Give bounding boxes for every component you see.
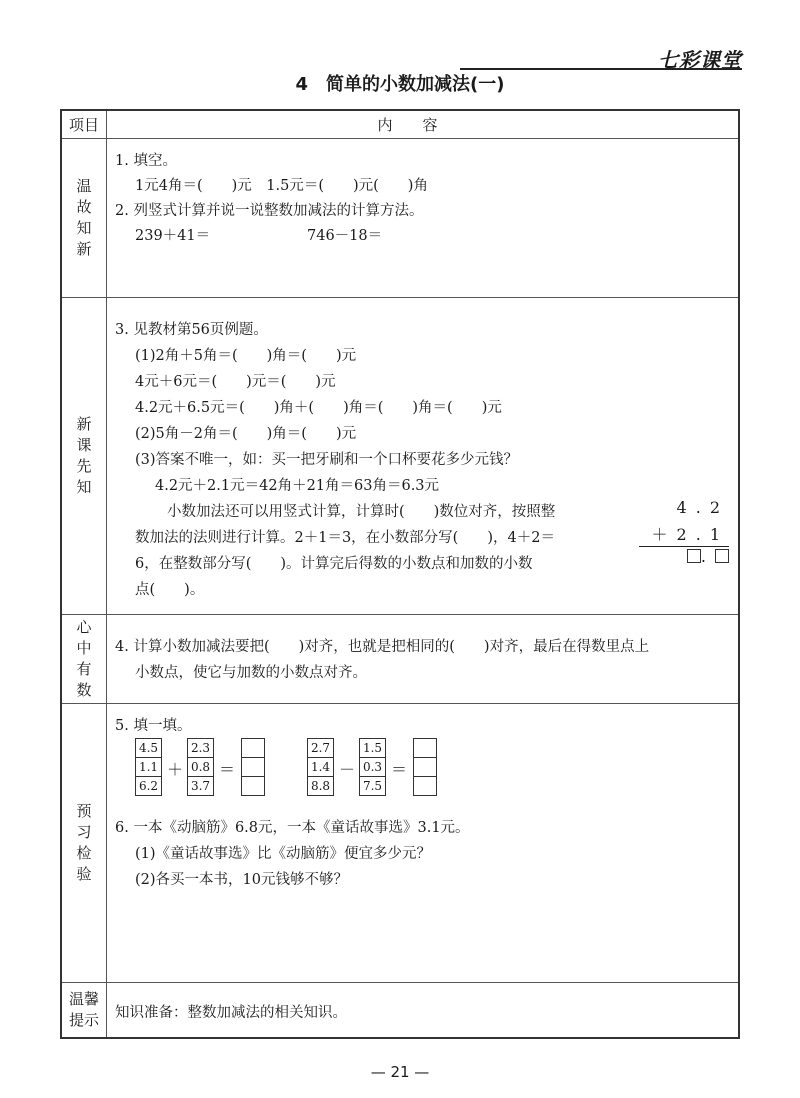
tips-text: 知识准备：整数加减法的相关知识。 (115, 1005, 347, 1021)
q3-line-2: 4元＋6元＝( )元＝( )元 (135, 374, 336, 390)
page-title: 4 简单的小数加减法(一) (295, 74, 505, 95)
answer-cell[interactable] (242, 777, 265, 796)
vertical-calc-answer (639, 546, 729, 571)
section-keypoint-label: 心中有数 (76, 618, 92, 699)
q2-heading: 2. 列竖式计算并说一说整数加减法的计算方法。 (115, 203, 424, 219)
q1-fill: 1元4角＝( )元 1.5元＝( )元( )角 (135, 178, 428, 194)
answer-grid-2 (413, 738, 437, 796)
answer-grid-1 (241, 738, 265, 796)
q3-para-4: 点( )。 (135, 582, 205, 598)
section-check-label: 预习检验 (76, 802, 92, 883)
header-content: 内容 (107, 110, 740, 139)
header-row (61, 110, 739, 139)
grid-cell: 6.2 (136, 777, 162, 796)
q4-line-1: 4. 计算小数加减法要把( )对齐，也就是把相同的( )对齐，最后在得数里点上 (115, 639, 650, 655)
grid-cell: 2.7 (308, 739, 334, 758)
section-tips-label: 温馨提示 (68, 990, 99, 1029)
q2-calc-a: 239＋41＝ (135, 228, 211, 244)
q6-part-1: (1)《童话故事选》比《动脑筋》便宜多少元？ (135, 846, 432, 862)
answer-dot: . (700, 547, 715, 566)
answer-box[interactable] (687, 549, 701, 563)
q3-line-6: 4.2元＋2.1元＝42角＋21角＝63角＝6.3元 (155, 478, 440, 494)
section-tips (61, 983, 739, 1039)
section-check (61, 704, 739, 983)
answer-cell[interactable] (414, 777, 437, 796)
q6-part-2: (2)各买一本书，10元钱够不够？ (135, 872, 348, 888)
q3-para-2: 数加法的法则进行计算。2＋1＝3，在小数部分写( )，4＋2＝ (135, 530, 555, 546)
section-review-label: 温故知新 (76, 177, 92, 258)
section-review (61, 139, 739, 298)
q3-para-3: 6，在整数部分写( )。计算完后得数的小数点和加数的小数 (135, 556, 533, 572)
vertical-calc-row1: 4.2 (676, 498, 729, 517)
grid-cell: 8.8 (308, 777, 334, 796)
q4-line-2: 小数点，使它与加数的小数点对齐。 (135, 665, 367, 681)
q3-heading: 3. 见教材第56页例题。 (115, 322, 268, 338)
grid-b (187, 738, 214, 796)
grid-cell: 1.4 (308, 758, 334, 777)
header-item: 项目 (61, 110, 107, 139)
grid-cell: 2.3 (188, 739, 214, 758)
equals-sign: ＝ (391, 760, 408, 779)
grid-cell: 4.5 (136, 739, 162, 758)
page-number: — 21 — (370, 1063, 430, 1081)
grid-cell: 0.3 (360, 758, 386, 777)
answer-cell[interactable] (414, 739, 437, 758)
grid-cell: 3.7 (188, 777, 214, 796)
grid-cell: 1.1 (136, 758, 162, 777)
minus-sign: － (339, 760, 356, 779)
q3-para-1: 小数加法还可以用竖式计算，计算时( )数位对齐，按照整 (167, 504, 556, 520)
vertical-calc (639, 498, 729, 571)
q3-line-1: (1)2角＋5角＝( )角＝( )元 (135, 348, 357, 364)
brand-logo: 七彩课堂 (658, 48, 742, 72)
answer-cell[interactable] (242, 739, 265, 758)
grid-d (359, 738, 386, 796)
q3-line-5: (3)答案不唯一，如：买一把牙刷和一个口杯要花多少元钱？ (135, 452, 519, 468)
worksheet-table (60, 109, 740, 1039)
grid-c (307, 738, 334, 796)
answer-cell[interactable] (242, 758, 265, 777)
q3-line-4: (2)5角－2角＝( )角＝( )元 (135, 426, 357, 442)
grid-cell: 0.8 (188, 758, 214, 777)
grid-a (135, 738, 162, 796)
q5-heading: 5. 填一填。 (115, 718, 192, 734)
section-preview-label: 新课先知 (76, 415, 92, 496)
section-preview (61, 298, 739, 615)
q2-calc-b: 746－18＝ (307, 228, 383, 244)
equals-sign: ＝ (219, 760, 236, 779)
grid-cell: 7.5 (360, 777, 386, 796)
section-keypoint (61, 615, 739, 704)
answer-cell[interactable] (414, 758, 437, 777)
q3-line-3: 4.2元＋6.5元＝( )角＋( )角＝( )角＝( )元 (135, 400, 502, 416)
q1-heading: 1. 填空。 (115, 153, 177, 169)
grid-cell: 1.5 (360, 739, 386, 758)
vertical-calc-row2: ＋2.1 (651, 525, 729, 544)
plus-sign: ＋ (167, 760, 184, 779)
answer-box[interactable] (715, 549, 729, 563)
q6-heading: 6. 一本《动脑筋》6.8元，一本《童话故事选》3.1元。 (115, 820, 470, 836)
